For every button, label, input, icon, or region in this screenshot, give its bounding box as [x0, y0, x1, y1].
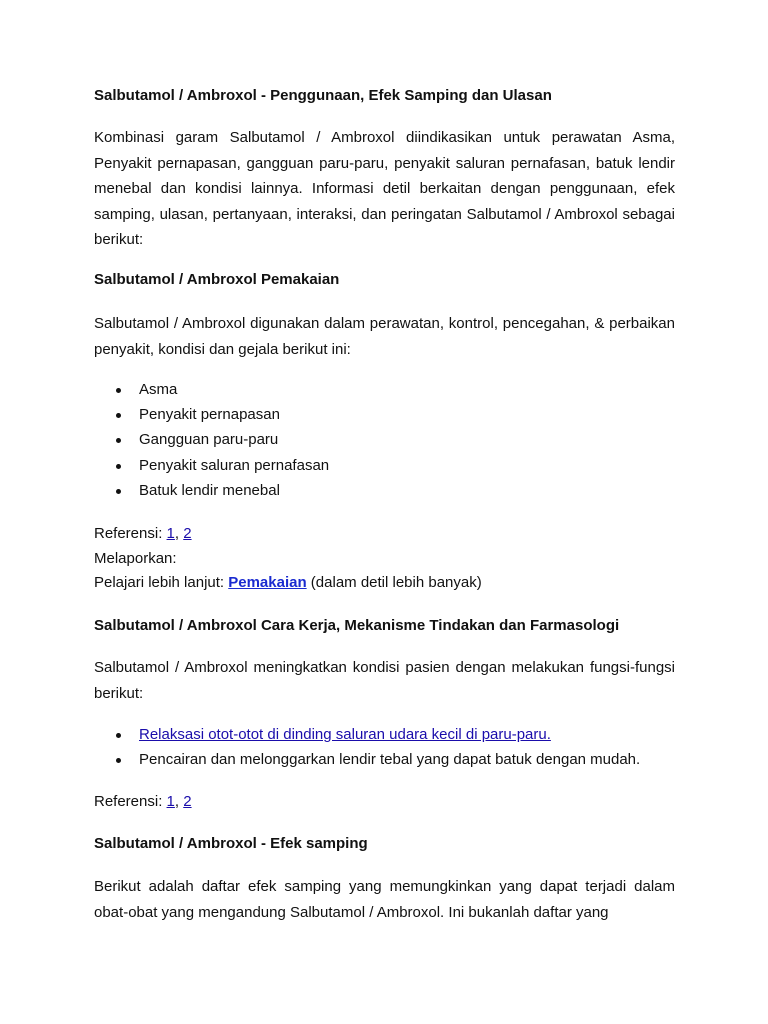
usage-paragraph: Salbutamol / Ambroxol digunakan dalam perawatan, kontrol, pencegahan, & perbaikan penyakit, kondisi dan gejala berikut ini:	[94, 315, 675, 358]
list-item: Penyakit saluran pernafasan	[94, 456, 675, 481]
intro-paragraph: Kombinasi garam Salbutamol / Ambroxol diindikasikan untuk perawatan Asma, Penyakit pernapasan, gangguan paru-paru, penyakit saluran pernafasan, batuk lendir menebal dan kondisi lainnya. Informasi detil berkaitan dengan penggunaan, efek samping, ulasan, pertanyaan, interaksi, dan peringatan Salbutamol / Ambroxol sebagai berikut:	[94, 129, 675, 248]
learn-more-line: Pelajari lebih lanjut: Pemakaian (dalam detil lebih banyak)	[94, 574, 482, 591]
mechanism-list	[94, 725, 675, 775]
reference-link-2[interactable]: 2	[183, 525, 192, 542]
mechanism-references: Referensi: 1, 2	[94, 793, 192, 810]
section-heading-mechanism: Salbutamol / Ambroxol Cara Kerja, Mekanisme Tindakan dan Farmasologi	[94, 617, 620, 634]
list-item: Batuk lendir menebal	[94, 481, 675, 506]
bullet-icon	[116, 464, 121, 469]
document-title: Salbutamol / Ambroxol - Penggunaan, Efek Samping dan Ulasan	[94, 87, 552, 104]
usage-list	[94, 380, 675, 506]
mechanism-paragraph: Salbutamol / Ambroxol meningkatkan kondisi pasien dengan melakukan fungsi-fungsi berikut:	[94, 659, 675, 702]
list-item: Asma	[94, 380, 675, 405]
usage-references: Referensi: 1, 2	[94, 525, 192, 542]
bullet-icon	[116, 489, 121, 494]
section-heading-side-effects: Salbutamol / Ambroxol - Efek samping	[94, 835, 368, 852]
reference-link-2[interactable]: 2	[183, 793, 192, 810]
reference-link-1[interactable]: 1	[166, 793, 175, 810]
mechanism-link[interactable]: Relaksasi otot-otot di dinding saluran udara kecil di paru-paru.	[139, 726, 551, 743]
report-label: Melaporkan:	[94, 550, 177, 567]
section-heading-usage: Salbutamol / Ambroxol Pemakaian	[94, 271, 340, 288]
list-item: Penyakit pernapasan	[94, 405, 675, 430]
reference-link-1[interactable]: 1	[166, 525, 175, 542]
bullet-icon	[116, 388, 121, 393]
bullet-icon	[116, 438, 121, 443]
bullet-icon	[116, 413, 121, 418]
side-effects-paragraph: Berikut adalah daftar efek samping yang memungkinkan yang dapat terjadi dalam obat-obat yang mengandung Salbutamol / Ambroxol. Ini bukanlah daftar yang	[94, 878, 675, 921]
bullet-icon	[116, 758, 121, 763]
bullet-icon	[116, 733, 121, 738]
list-item: Pencairan dan melonggarkan lendir tebal yang dapat batuk dengan mudah.	[94, 750, 675, 775]
list-item	[94, 725, 675, 750]
list-item: Gangguan paru-paru	[94, 430, 675, 455]
learn-more-usage-link[interactable]: Pemakaian	[228, 574, 307, 591]
